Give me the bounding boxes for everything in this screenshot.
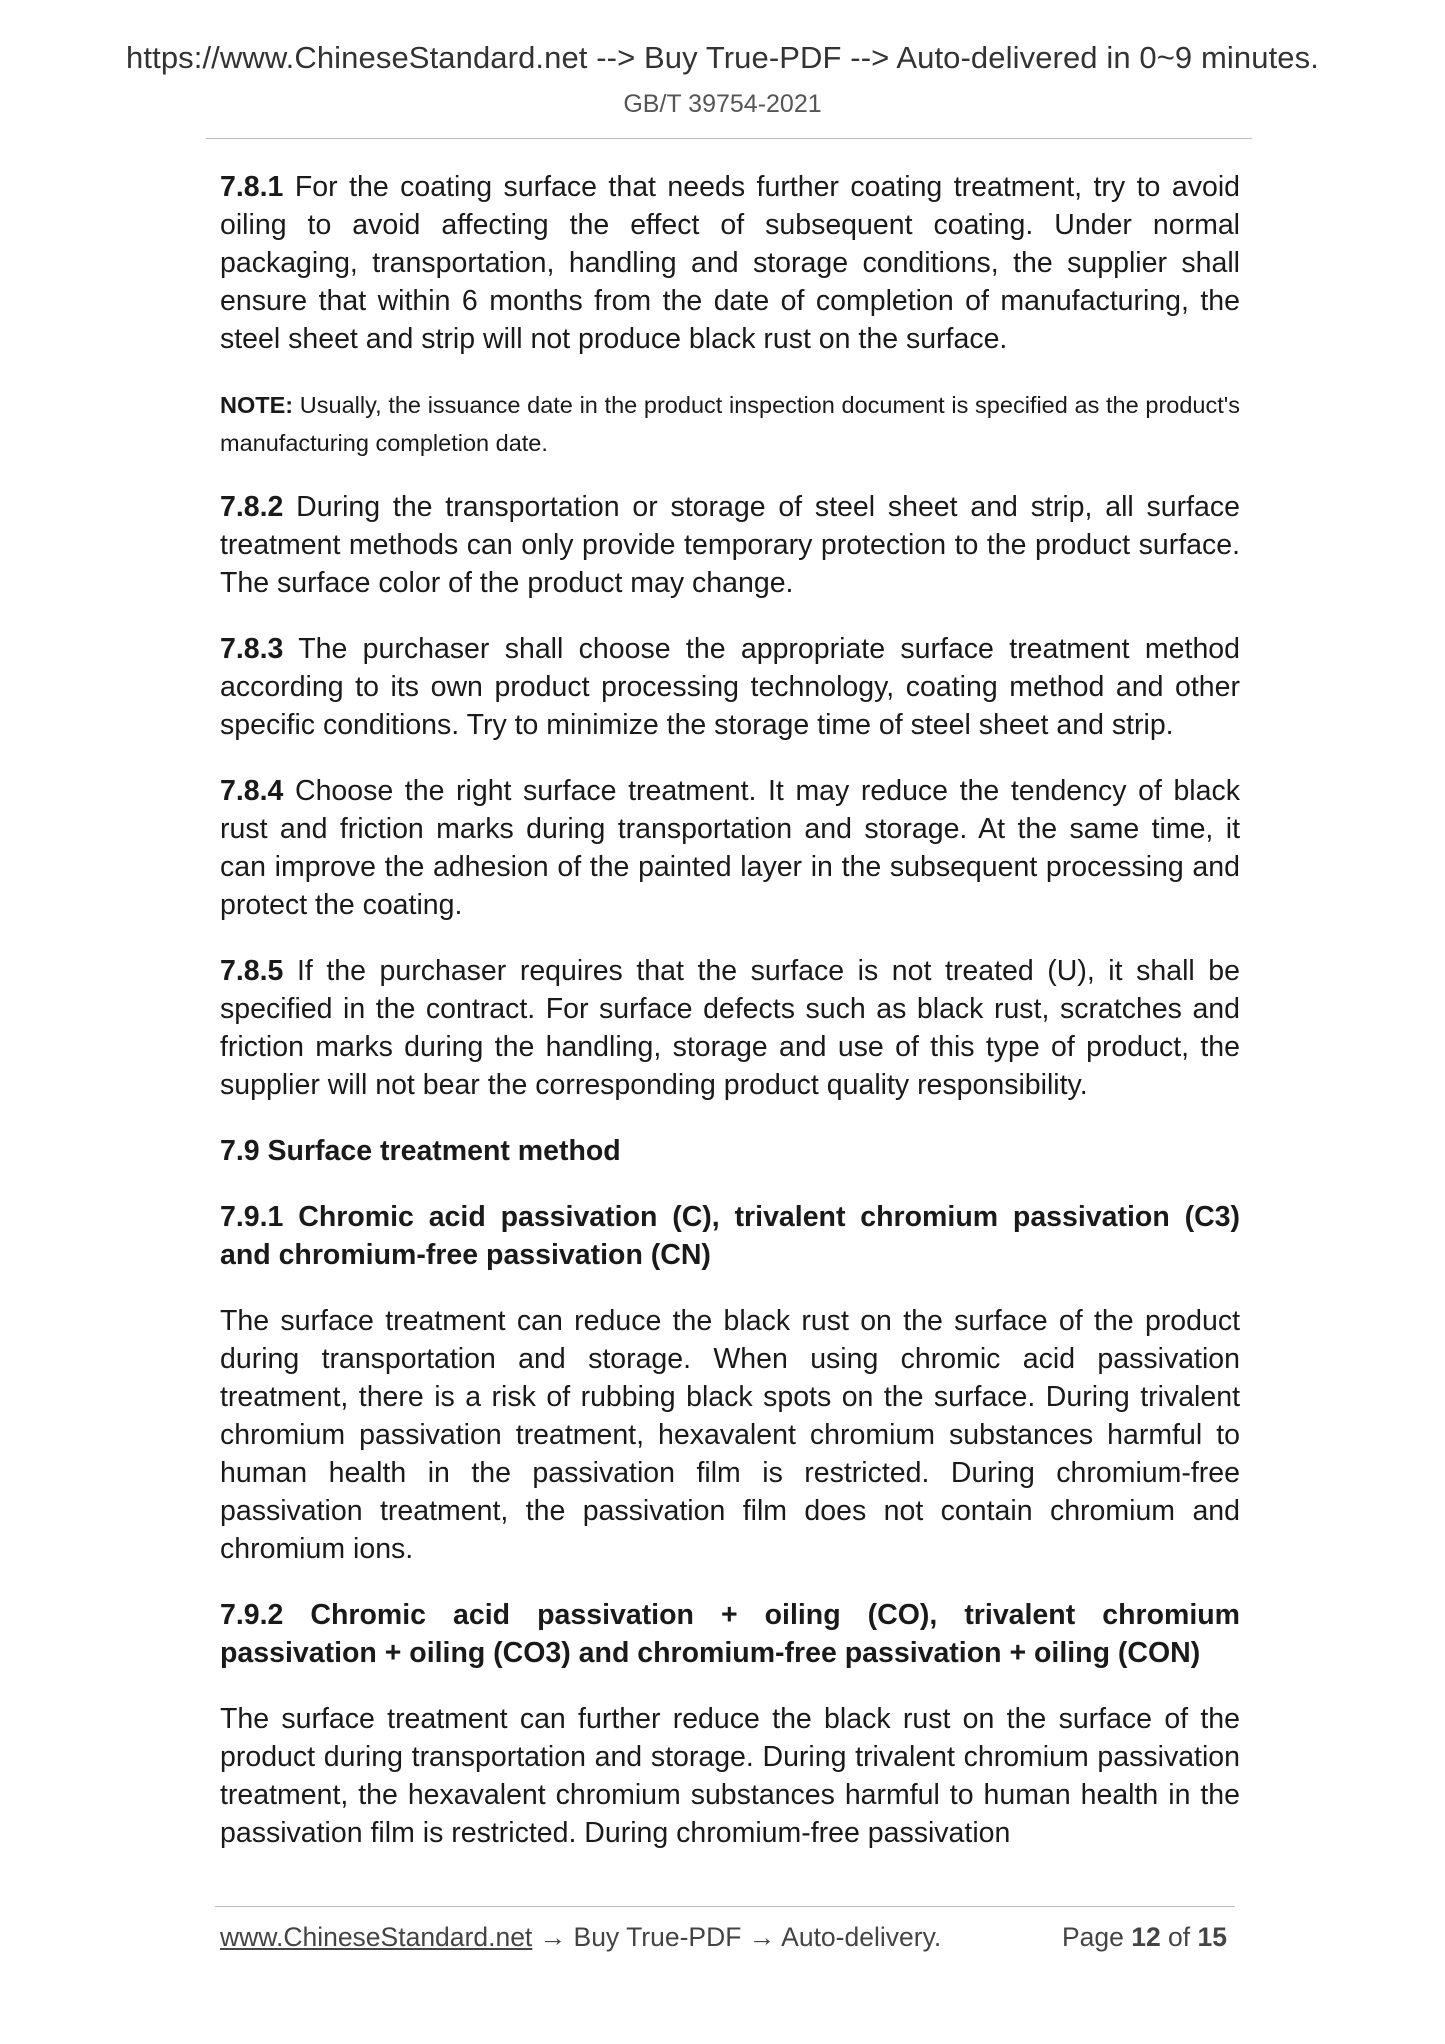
paragraph-7-9-1: The surface treatment can reduce the black rust on the surface of the product during transportation and storage. When using chromic acid passivation treatment, there is a risk of rubbing black spots on the surface. During trivalent chromium passivation treatment, hexavalent chromium substances harmful to human health in the passivation film is restricted. During chromium-free passivation treatment, the passivation film does not contain chromium and chromium ions.: [220, 1305, 1240, 1565]
clause-text: During the transportation or storage of steel sheet and strip, all surface treatment methods can only provide temporary protection to the product surface. The surface color of the product may change.: [220, 491, 1240, 599]
note: [220, 386, 1240, 462]
page-number: 12: [1131, 1922, 1161, 1952]
clause-7-8-1: [220, 168, 1240, 358]
section-heading-7-9-2: 7.9.2 Chromic acid passivation + oiling (CO), trivalent chromium passivation + oiling (CO3) and chromium-free passivation + oiling (CON): [220, 1599, 1240, 1669]
of-label: of: [1160, 1922, 1198, 1952]
page-total: 15: [1197, 1922, 1227, 1952]
clause-number: 7.8.1: [220, 171, 284, 203]
clause-7-8-4: [220, 772, 1240, 924]
footer-tagline: → Buy True-PDF → Auto-delivery.: [532, 1922, 942, 1952]
note-text: Usually, the issuance date in the product inspection document is specified as the product's manufacturing completion date.: [220, 392, 1240, 456]
clause-7-8-3: [220, 630, 1240, 744]
clause-text: If the purchaser requires that the surface is not treated (U), it shall be specified in the contract. For surface defects such as black rust, scratches and friction marks during the handling, storage and use of this type of product, the supplier will not bear the corresponding product quality responsibility.: [220, 955, 1240, 1101]
page-label: Page: [1061, 1922, 1132, 1952]
clause-text: The purchaser shall choose the appropriate surface treatment method according to its own product processing technology, coating method and other specific conditions. Try to minimize the storage time of steel sheet and strip.: [220, 633, 1240, 741]
note-label: NOTE:: [220, 392, 294, 418]
document-id: GB/T 39754-2021: [623, 90, 822, 118]
clause-number: 7.8.5: [220, 955, 284, 987]
page-indicator: [1062, 1922, 1227, 1953]
clause-number: 7.8.4: [220, 775, 284, 807]
section-heading-7-9: 7.9 Surface treatment method: [220, 1135, 621, 1167]
clause-number: 7.8.2: [220, 491, 284, 523]
clause-7-8-2: [220, 488, 1240, 602]
footer-site-link[interactable]: www.ChineseStandard.net: [220, 1922, 533, 1952]
section-heading-7-9-1: 7.9.1 Chromic acid passivation (C), trivalent chromium passivation (C3) and chromium-free passivation (CN): [220, 1201, 1240, 1271]
footer-divider: [215, 1906, 1235, 1907]
clause-7-8-5: [220, 952, 1240, 1104]
footer-left: [220, 1922, 941, 1953]
paragraph-7-9-2: The surface treatment can further reduce the black rust on the surface of the product during transportation and storage. During trivalent chromium passivation treatment, the hexavalent chromium substances harmful to human health in the passivation film is restricted. During chromium-free passivation: [220, 1703, 1240, 1849]
clause-text: Choose the right surface treatment. It may reduce the tendency of black rust and friction marks during transportation and storage. At the same time, it can improve the adhesion of the painted layer in the subsequent processing and protect the coating.: [220, 775, 1240, 921]
header-divider: [206, 138, 1252, 139]
clause-text: For the coating surface that needs further coating treatment, try to avoid oiling to avoid affecting the effect of subsequent coating. Under normal packaging, transportation, handling and storage conditions, the supplier shall ensure that within 6 months from the date of completion of manufacturing, the steel sheet and strip will not produce black rust on the surface.: [220, 171, 1240, 355]
top-banner: https://www.ChineseStandard.net --> Buy True-PDF --> Auto-delivered in 0~9 minutes.: [126, 40, 1319, 75]
clause-number: 7.8.3: [220, 633, 284, 665]
page-content: [220, 168, 1240, 1880]
